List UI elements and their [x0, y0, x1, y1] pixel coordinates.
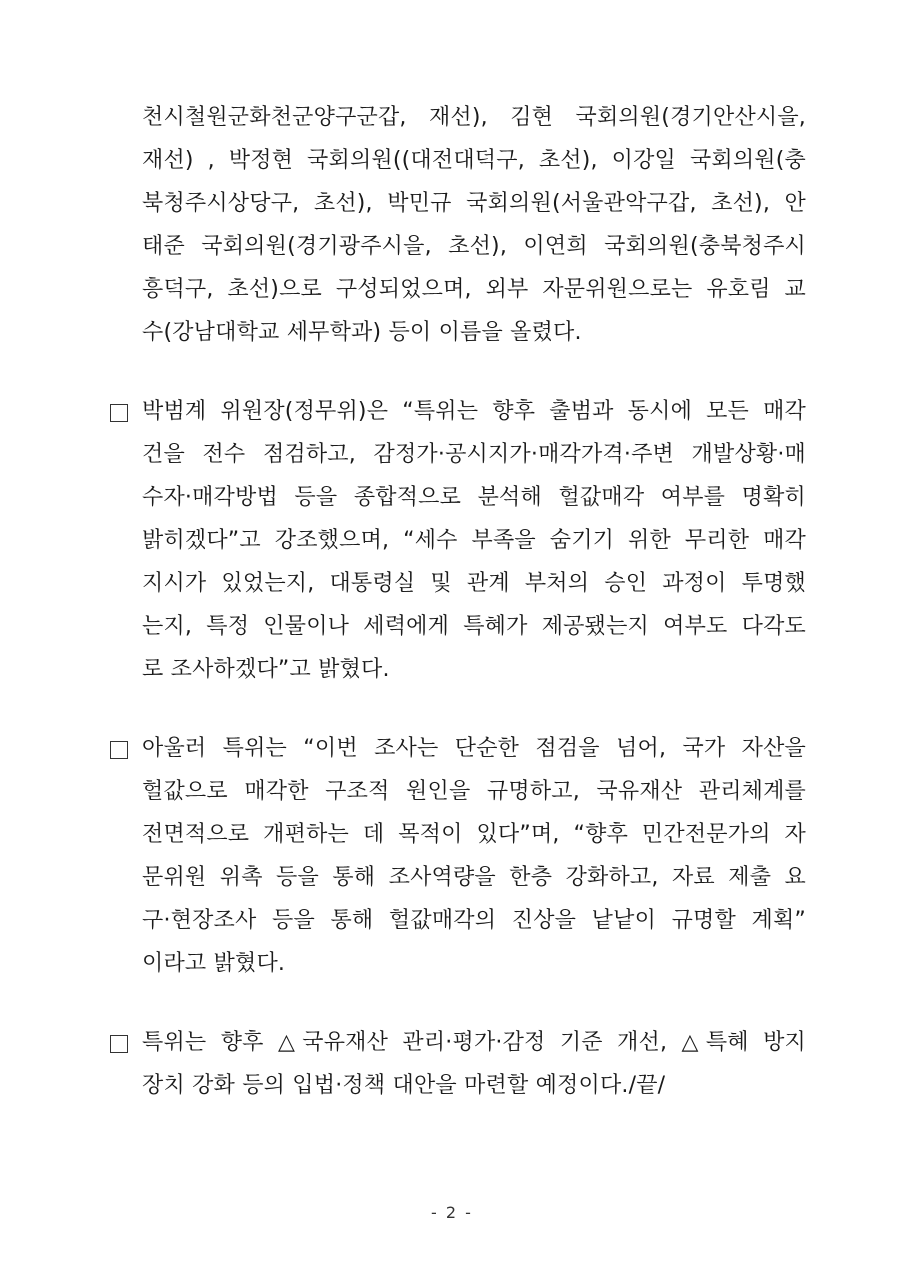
paragraph-2-line-4: 밝히겠다”고 강조했으며, “세수 부족을 숨기기 위한 무리한 매각 [142, 528, 806, 553]
paragraph-2-line-7: 로 조사하겠다”고 밝혔다. [142, 657, 390, 682]
paragraph-3-line-4: 문위원 위촉 등을 통해 조사역량을 한층 강화하고, 자료 제출 요 [142, 865, 806, 890]
paragraph-2-line-6: 는지, 특정 인물이나 세력에게 특혜가 제공됐는지 여부도 다각도 [142, 614, 806, 639]
paragraph-2-line-2: 건을 전수 점검하고, 감정가·공시지가·매각가격·주변 개발상황·매 [142, 442, 806, 467]
checkbox-bullet-icon [110, 1035, 128, 1053]
paragraph-3-line-2: 헐값으로 매각한 구조적 원인을 규명하고, 국유재산 관리체계를 [142, 779, 806, 804]
paragraph-2-line-1: 박범계 위원장(정무위)은 “특위는 향후 출범과 동시에 모든 매각 [142, 399, 806, 424]
paragraph-3-line-1: 아울러 특위는 “이번 조사는 단순한 점검을 넘어, 국가 자산을 [142, 736, 806, 761]
paragraph-1-line-3: 북청주시상당구, 초선), 박민규 국회의원(서울관악구갑, 초선), 안 [142, 191, 806, 216]
paragraph-4-line-1: 특위는 향후 △국유재산 관리·평가·감정 기준 개선, △특혜 방지 [142, 1030, 806, 1055]
paragraph-3-line-6: 이라고 밝혔다. [142, 951, 286, 976]
checkbox-bullet-icon [110, 741, 128, 759]
paragraph-2-line-5: 지시가 있었는지, 대통령실 및 관계 부처의 승인 과정이 투명했 [142, 571, 806, 596]
paragraph-3-line-5: 구·현장조사 등을 통해 헐값매각의 진상을 낱낱이 규명할 계획” [142, 908, 806, 933]
paragraph-1-line-1: 천시철원군화천군양구군갑, 재선), 김현 국회의원(경기안산시을, [142, 105, 806, 130]
paragraph-1-line-2: 재선) , 박정현 국회의원((대전대덕구, 초선), 이강일 국회의원(충 [142, 148, 806, 173]
paragraph-1-line-4: 태준 국회의원(경기광주시을, 초선), 이연희 국회의원(충북청주시 [142, 234, 806, 259]
paragraph-1-line-6: 수(강남대학교 세무학과) 등이 이름을 올렸다. [142, 320, 582, 345]
paragraph-1-line-5: 흥덕구, 초선)으로 구성되었으며, 외부 자문위원으로는 유호림 교 [142, 277, 806, 302]
checkbox-bullet-icon [110, 404, 128, 422]
page-number: - 2 - [431, 1203, 473, 1222]
paragraph-2-line-3: 수자·매각방법 등을 종합적으로 분석해 헐값매각 여부를 명확히 [142, 485, 806, 510]
paragraph-3-line-3: 전면적으로 개편하는 데 목적이 있다”며, “향후 민간전문가의 자 [142, 822, 806, 847]
paragraph-4-line-2: 장치 강화 등의 입법·정책 대안을 마련할 예정이다./끝/ [142, 1073, 666, 1098]
